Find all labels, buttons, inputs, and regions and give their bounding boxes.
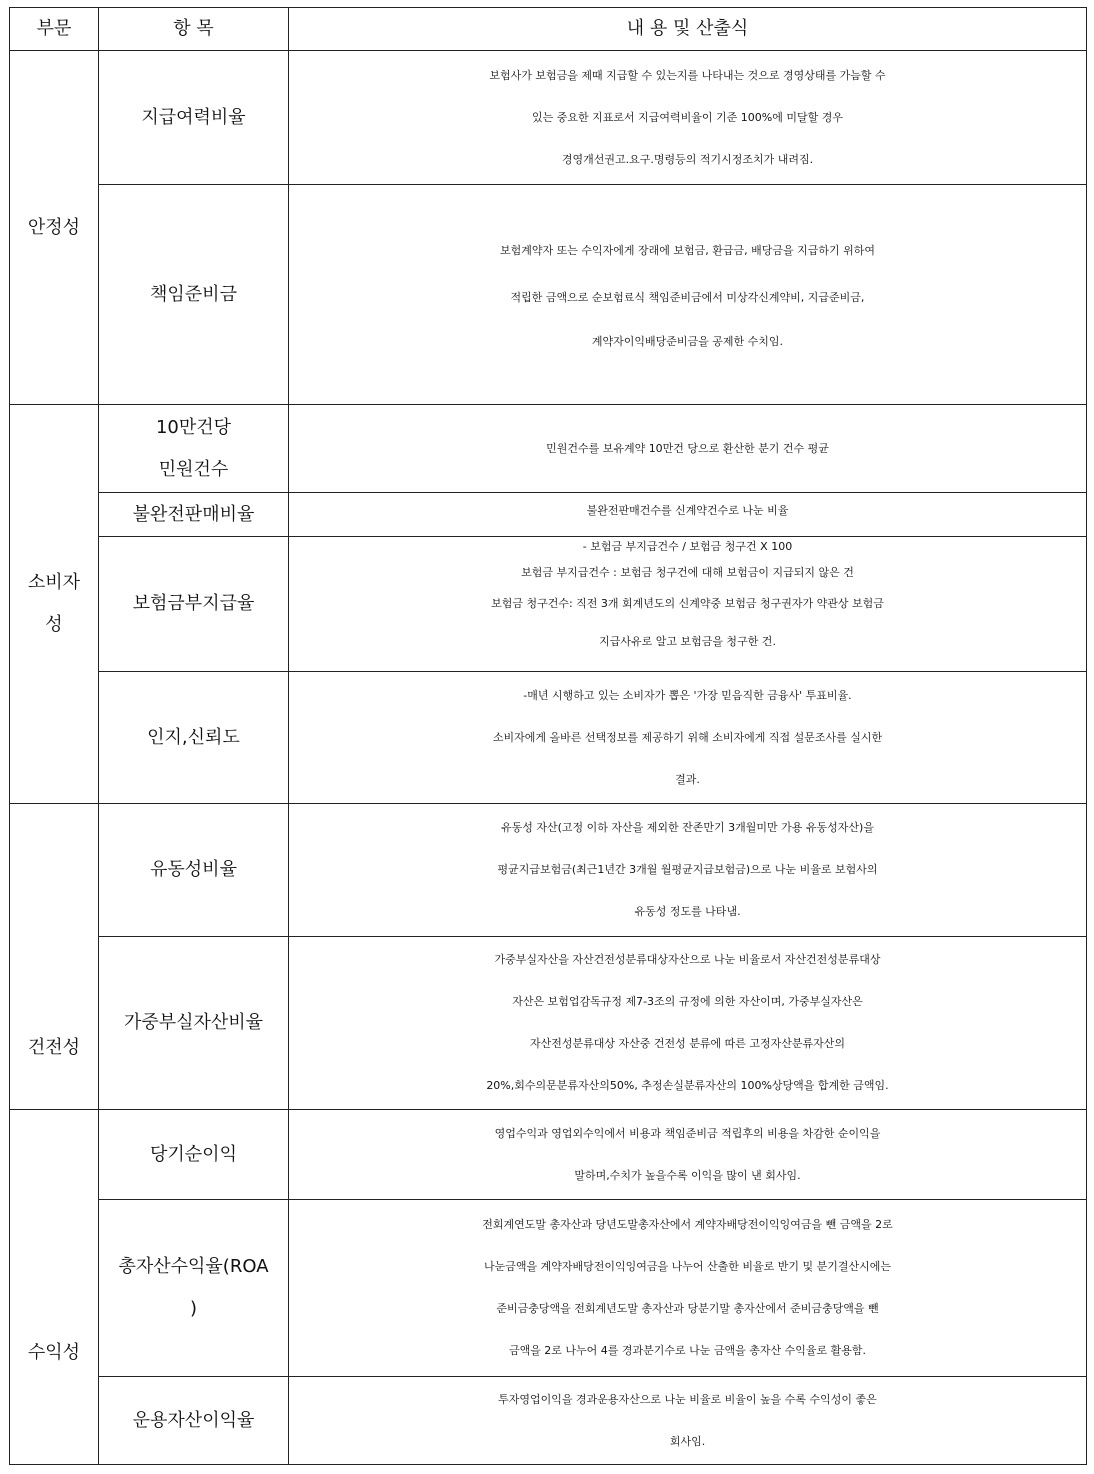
item-content-cell <box>289 1377 1087 1465</box>
item-name-cell <box>99 1377 289 1465</box>
content-line: 금액을 2로 나누어 4를 경과분기수로 나눈 금액을 총자산 수익율로 활용함. <box>508 1344 867 1357</box>
item-content-cell <box>289 51 1087 185</box>
indicator-table <box>9 7 1087 1465</box>
item-name-cell <box>99 1200 289 1377</box>
category-label: 성 <box>45 614 63 635</box>
table-row <box>10 937 1087 1110</box>
item-name-cell <box>99 1110 289 1200</box>
content-line: 지급사유로 알고 보험금을 청구한 건. <box>599 635 776 648</box>
item-name-cell <box>99 51 289 185</box>
content-line: - 보험금 부지급건수 / 보험금 청구건 X 100 <box>582 540 793 553</box>
item-name: 가중부실자산비율 <box>123 1012 264 1033</box>
content-line: 불완전판매건수를 신계약건수로 나눈 비율 <box>586 504 789 517</box>
item-name: 총자산수익율(ROA <box>118 1256 269 1277</box>
table-row <box>10 1377 1087 1465</box>
content-line: 나눈금액을 계약자배당전이익잉여금을 나누어 산출한 비율로 반기 및 분기결산시에는 <box>483 1260 891 1273</box>
category-cell <box>10 804 99 1110</box>
content-line: 자산은 보험업감독규정 제7-3조의 규정에 의한 자산이며, 가중부실자산은 <box>512 995 863 1008</box>
table-row <box>10 185 1087 405</box>
item-name: 지급여력비율 <box>141 106 246 128</box>
item-name: ) <box>189 1298 198 1319</box>
item-content-cell <box>289 185 1087 405</box>
table-row <box>10 1110 1087 1200</box>
item-content-cell <box>289 537 1087 672</box>
item-name-cell <box>99 672 289 804</box>
content-line: 보험금 부지급건수 : 보험금 청구건에 대해 보험금이 지급되지 않은 건 <box>521 566 854 579</box>
content-line: 결과. <box>675 772 700 786</box>
item-name: 10만건당 <box>155 416 232 438</box>
content-line: 가중부실자산을 자산건전성분류대상자산으로 나눈 비율로서 자산건전성분류대상 <box>494 953 881 966</box>
content-line: 민원건수를 보유계약 10만건 당으로 환산한 분기 건수 평균 <box>546 441 829 455</box>
category-cell <box>10 405 99 804</box>
item-content-cell <box>289 1200 1087 1377</box>
content-line: 있는 중요한 지표로서 지급여력비율이 기준 100%에 미달할 경우 <box>532 110 843 124</box>
category-cell <box>10 1110 99 1465</box>
content-line: -매년 시행하고 있는 소비자가 뽑은 '가장 믿음직한 금융사' 투표비율. <box>523 688 852 702</box>
content-line: 20%,회수의문분류자산의50%, 추정손실분류자산의 100%상당액을 합계한 금액임. <box>486 1079 889 1092</box>
content-line: 평균지급보험금(최근1년간 3개월 월평균지급보험금)으로 나눈 비율로 보험사의 <box>497 863 878 876</box>
table-row <box>10 537 1087 672</box>
item-name: 운용자산이익율 <box>132 1409 255 1431</box>
item-name: 유동성비율 <box>150 859 237 880</box>
content-line: 투자영업이익을 경과운용자산으로 나눈 비율로 비율이 높을 수록 수익성이 좋은 <box>498 1392 877 1406</box>
content-line: 회사임. <box>669 1434 706 1448</box>
item-content-cell <box>289 1110 1087 1200</box>
item-name: 책임준비금 <box>150 283 237 305</box>
content-line: 보험금 청구건수: 직전 3개 회계년도의 신계약중 보험금 청구권자가 약관상 보험금 <box>491 597 884 610</box>
category-cell <box>10 51 99 405</box>
table-row <box>10 1200 1087 1377</box>
table-row <box>10 804 1087 937</box>
table-row <box>10 405 1087 493</box>
content-line: 유동성 정도를 나타냄. <box>634 905 741 918</box>
item-name: 보험금부지급율 <box>132 593 255 614</box>
item-name-cell <box>99 185 289 405</box>
item-name-cell <box>99 537 289 672</box>
header-row <box>10 8 1087 51</box>
category-label: 소비자 <box>27 572 81 593</box>
content-line: 경영개선권고.요구.명령등의 적기시정조치가 내려짐. <box>561 152 814 166</box>
item-name: 당기순이익 <box>150 1143 237 1165</box>
content-line: 말하며,수치가 높을수록 이익을 많이 낸 회사임. <box>574 1168 801 1182</box>
content-line: 보험계약자 또는 수익자에게 장래에 보험금, 환급금, 배당금을 지급하기 위하여 <box>500 243 875 257</box>
item-name: 인지,신뢰도 <box>147 726 240 748</box>
header-category: 부문 <box>10 8 99 51</box>
item-content-cell <box>289 937 1087 1110</box>
item-content-cell <box>289 672 1087 804</box>
content-line: 소비자에게 올바른 선택정보를 제공하기 위해 소비자에게 직접 설문조사를 실시한 <box>492 730 883 744</box>
content-line: 전회계연도말 총자산과 당년도말총자산에서 계약자배당전이익잉여금을 뺀 금액을 2로 <box>482 1218 893 1231</box>
content-line: 적립한 금액으로 순보험료식 책임준비금에서 미상각신계약비, 지급준비금, <box>510 290 865 304</box>
header-content: 내 용 및 산출식 <box>289 8 1087 51</box>
category-label: 안정성 <box>27 216 81 238</box>
item-content-cell <box>289 493 1087 537</box>
header-item: 항 목 <box>99 8 289 51</box>
item-name: 불완전판매비율 <box>132 503 255 525</box>
category-label: 건전성 <box>27 1037 81 1058</box>
content-line: 준비금충당액을 전회계년도말 총자산과 당분기말 총자산에서 준비금충당액을 뺀 <box>496 1302 879 1315</box>
content-line: 보험사가 보험금을 제때 지급할 수 있는지를 나타내는 것으로 경영상태를 가늠할 수 <box>489 68 886 82</box>
item-name: 민원건수 <box>158 458 229 480</box>
item-name-cell <box>99 405 289 493</box>
category-label: 수익성 <box>27 1342 81 1363</box>
content-line: 유동성 자산(고정 이하 자산을 제외한 잔존만기 3개월미만 가용 유동성자산)을 <box>501 821 874 834</box>
content-line: 자산전성분류대상 자산중 건전성 분류에 따른 고정자산분류자산의 <box>529 1037 845 1050</box>
item-name-cell <box>99 804 289 937</box>
item-name-cell <box>99 937 289 1110</box>
table-row <box>10 672 1087 804</box>
item-name-cell <box>99 493 289 537</box>
content-line: 영업수익과 영업외수익에서 비용과 책임준비금 적립후의 비용을 차감한 순이익을 <box>494 1126 881 1140</box>
item-content-cell <box>289 405 1087 493</box>
table-row <box>10 493 1087 537</box>
table-row <box>10 51 1087 185</box>
item-content-cell <box>289 804 1087 937</box>
content-line: 계약자이익배당준비금을 공제한 수치임. <box>591 334 784 348</box>
